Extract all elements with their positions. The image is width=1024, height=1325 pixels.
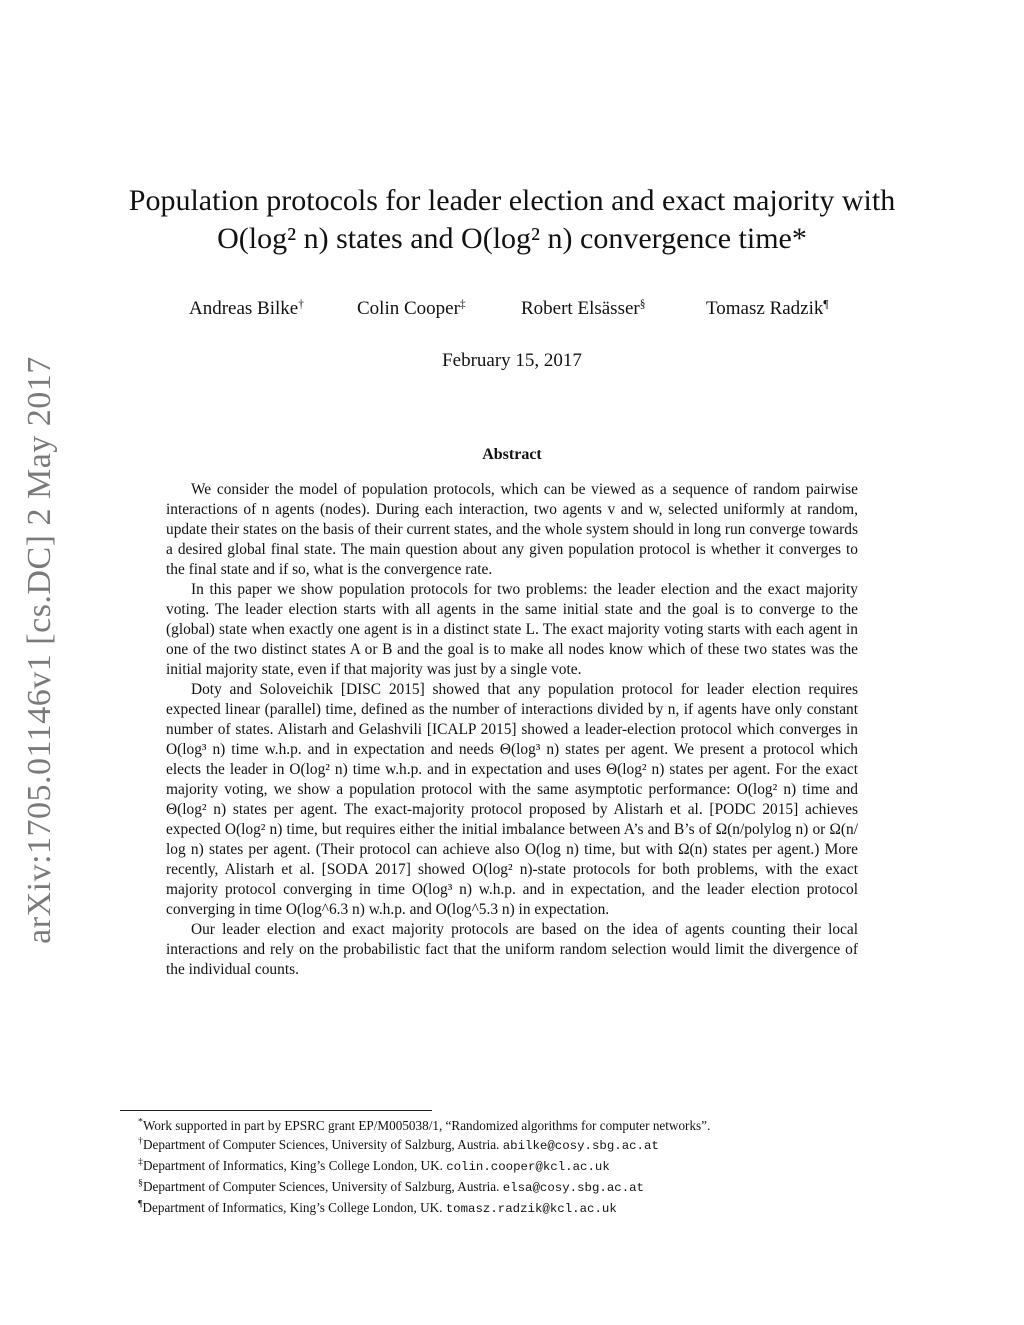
email-link[interactable]: elsa@cosy.sbg.ac.at bbox=[502, 1181, 644, 1195]
author-elsasser: Robert Elsässer§ bbox=[521, 298, 646, 319]
abstract-paragraph-3: Doty and Soloveichik [DISC 2015] showed that any population protocol for leader election requires expected linear (parallel) time, defined as the number of interactions divided by n, if agents have only constant number of states. Alistarh and Gelashvili [ICALP 2015] showed a leader-election protocol which converges in O(log³ n) time w.h.p. and in expectation and needs Θ(log³ n) states per agent. We present a protocol which elects the leader in O(log² n) time w.h.p. and in expectation and uses Θ(log² n) states per agent. For the exact majority voting, we show a population protocol with the same asymptotic performance: O(log² n) time and Θ(log² n) states per agent. The exact-majority protocol proposed by Alistarh et al. [PODC 2015] achieves expected O(log² n) time, but requires either the initial imbalance between A’s and B’s of Ω(n/polylog n) or Ω(n/ log n) states per agent. (Their protocol can achieve also O(log n) time, but with Ω(n) states per agent.) More recently, Alistarh et al. [SODA 2017] showed O(log² n)-state protocols for both problems, with the exact majority protocol converging in time O(log³ n) w.h.p. and in expectation, and the leader election protocol converging in time O(log^6.3 n) w.h.p. and O(log^5.3 n) in expectation. bbox=[166, 681, 858, 918]
footnotes bbox=[138, 1116, 928, 1219]
footnote-cooper: ‡Department of Informatics, King’s College London, UK. colin.cooper@kcl.ac.uk bbox=[138, 1156, 610, 1174]
abstract-paragraph-4: Our leader election and exact majority protocols are based on the idea of agents counting their local interactions and rely on the probabilistic fact that the uniform random selection would limit the divergence of the individual counts. bbox=[166, 921, 858, 978]
paper-title bbox=[100, 182, 924, 258]
abstract-heading: Abstract bbox=[482, 446, 542, 463]
arxiv-identifier bbox=[12, 350, 68, 950]
author-bilke: Andreas Bilke† bbox=[189, 298, 304, 319]
author-list bbox=[0, 298, 1024, 324]
title-line-2: O(log² n) states and O(log² n) convergence time* bbox=[217, 222, 807, 255]
author-radzik: Tomasz Radzik¶ bbox=[706, 298, 829, 319]
footnote-elsasser: §Department of Computer Sciences, University of Salzburg, Austria. elsa@cosy.sbg.ac.at bbox=[138, 1177, 644, 1195]
email-link[interactable]: abilke@cosy.sbg.ac.at bbox=[502, 1139, 659, 1153]
abstract-paragraph-2: In this paper we show population protocols for two problems: the leader election and the exact majority voting. The leader election starts with all agents in the same initial state and the goal is to converge to the (global) state when exactly one agent is in a distinct state L. The exact majority voting starts with each agent in one of the two distinct states A or B and the goal is to make all nodes know which of these two states was the initial majority state, even if that majority was just by a single vote. bbox=[166, 581, 858, 678]
footnote-bilke: †Department of Computer Sciences, University of Salzburg, Austria. abilke@cosy.sbg.ac.at bbox=[138, 1135, 659, 1153]
footnote-funding: *Work supported in part by EPSRC grant EP/M005038/1, “Randomized algorithms for computer networks”. bbox=[138, 1116, 711, 1133]
author-cooper: Colin Cooper‡ bbox=[357, 298, 466, 319]
arxiv-id-text: arXiv:1705.01146v1 [cs.DC] 2 May 2017 bbox=[21, 356, 58, 944]
email-link[interactable]: tomasz.radzik@kcl.ac.uk bbox=[445, 1202, 617, 1216]
footnote-radzik: ¶Department of Informatics, King’s College London, UK. tomasz.radzik@kcl.ac.uk bbox=[138, 1198, 617, 1216]
email-link[interactable]: colin.cooper@kcl.ac.uk bbox=[446, 1160, 610, 1174]
abstract-paragraph-1: We consider the model of population protocols, which can be viewed as a sequence of random pairwise interactions of n agents (nodes). During each interaction, two agents v and w, selected uniformly at random, update their states on the basis of their current states, and the whole system should in long run converge towards a desired global final state. The main question about any given population protocol is whether it converges to the final state and if so, what is the convergence rate. bbox=[166, 481, 858, 578]
title-line-1: Population protocols for leader election and exact majority with bbox=[128, 184, 896, 217]
paper-date: February 15, 2017 bbox=[442, 350, 582, 371]
footnote-divider bbox=[120, 1110, 432, 1111]
abstract-body bbox=[166, 480, 858, 980]
